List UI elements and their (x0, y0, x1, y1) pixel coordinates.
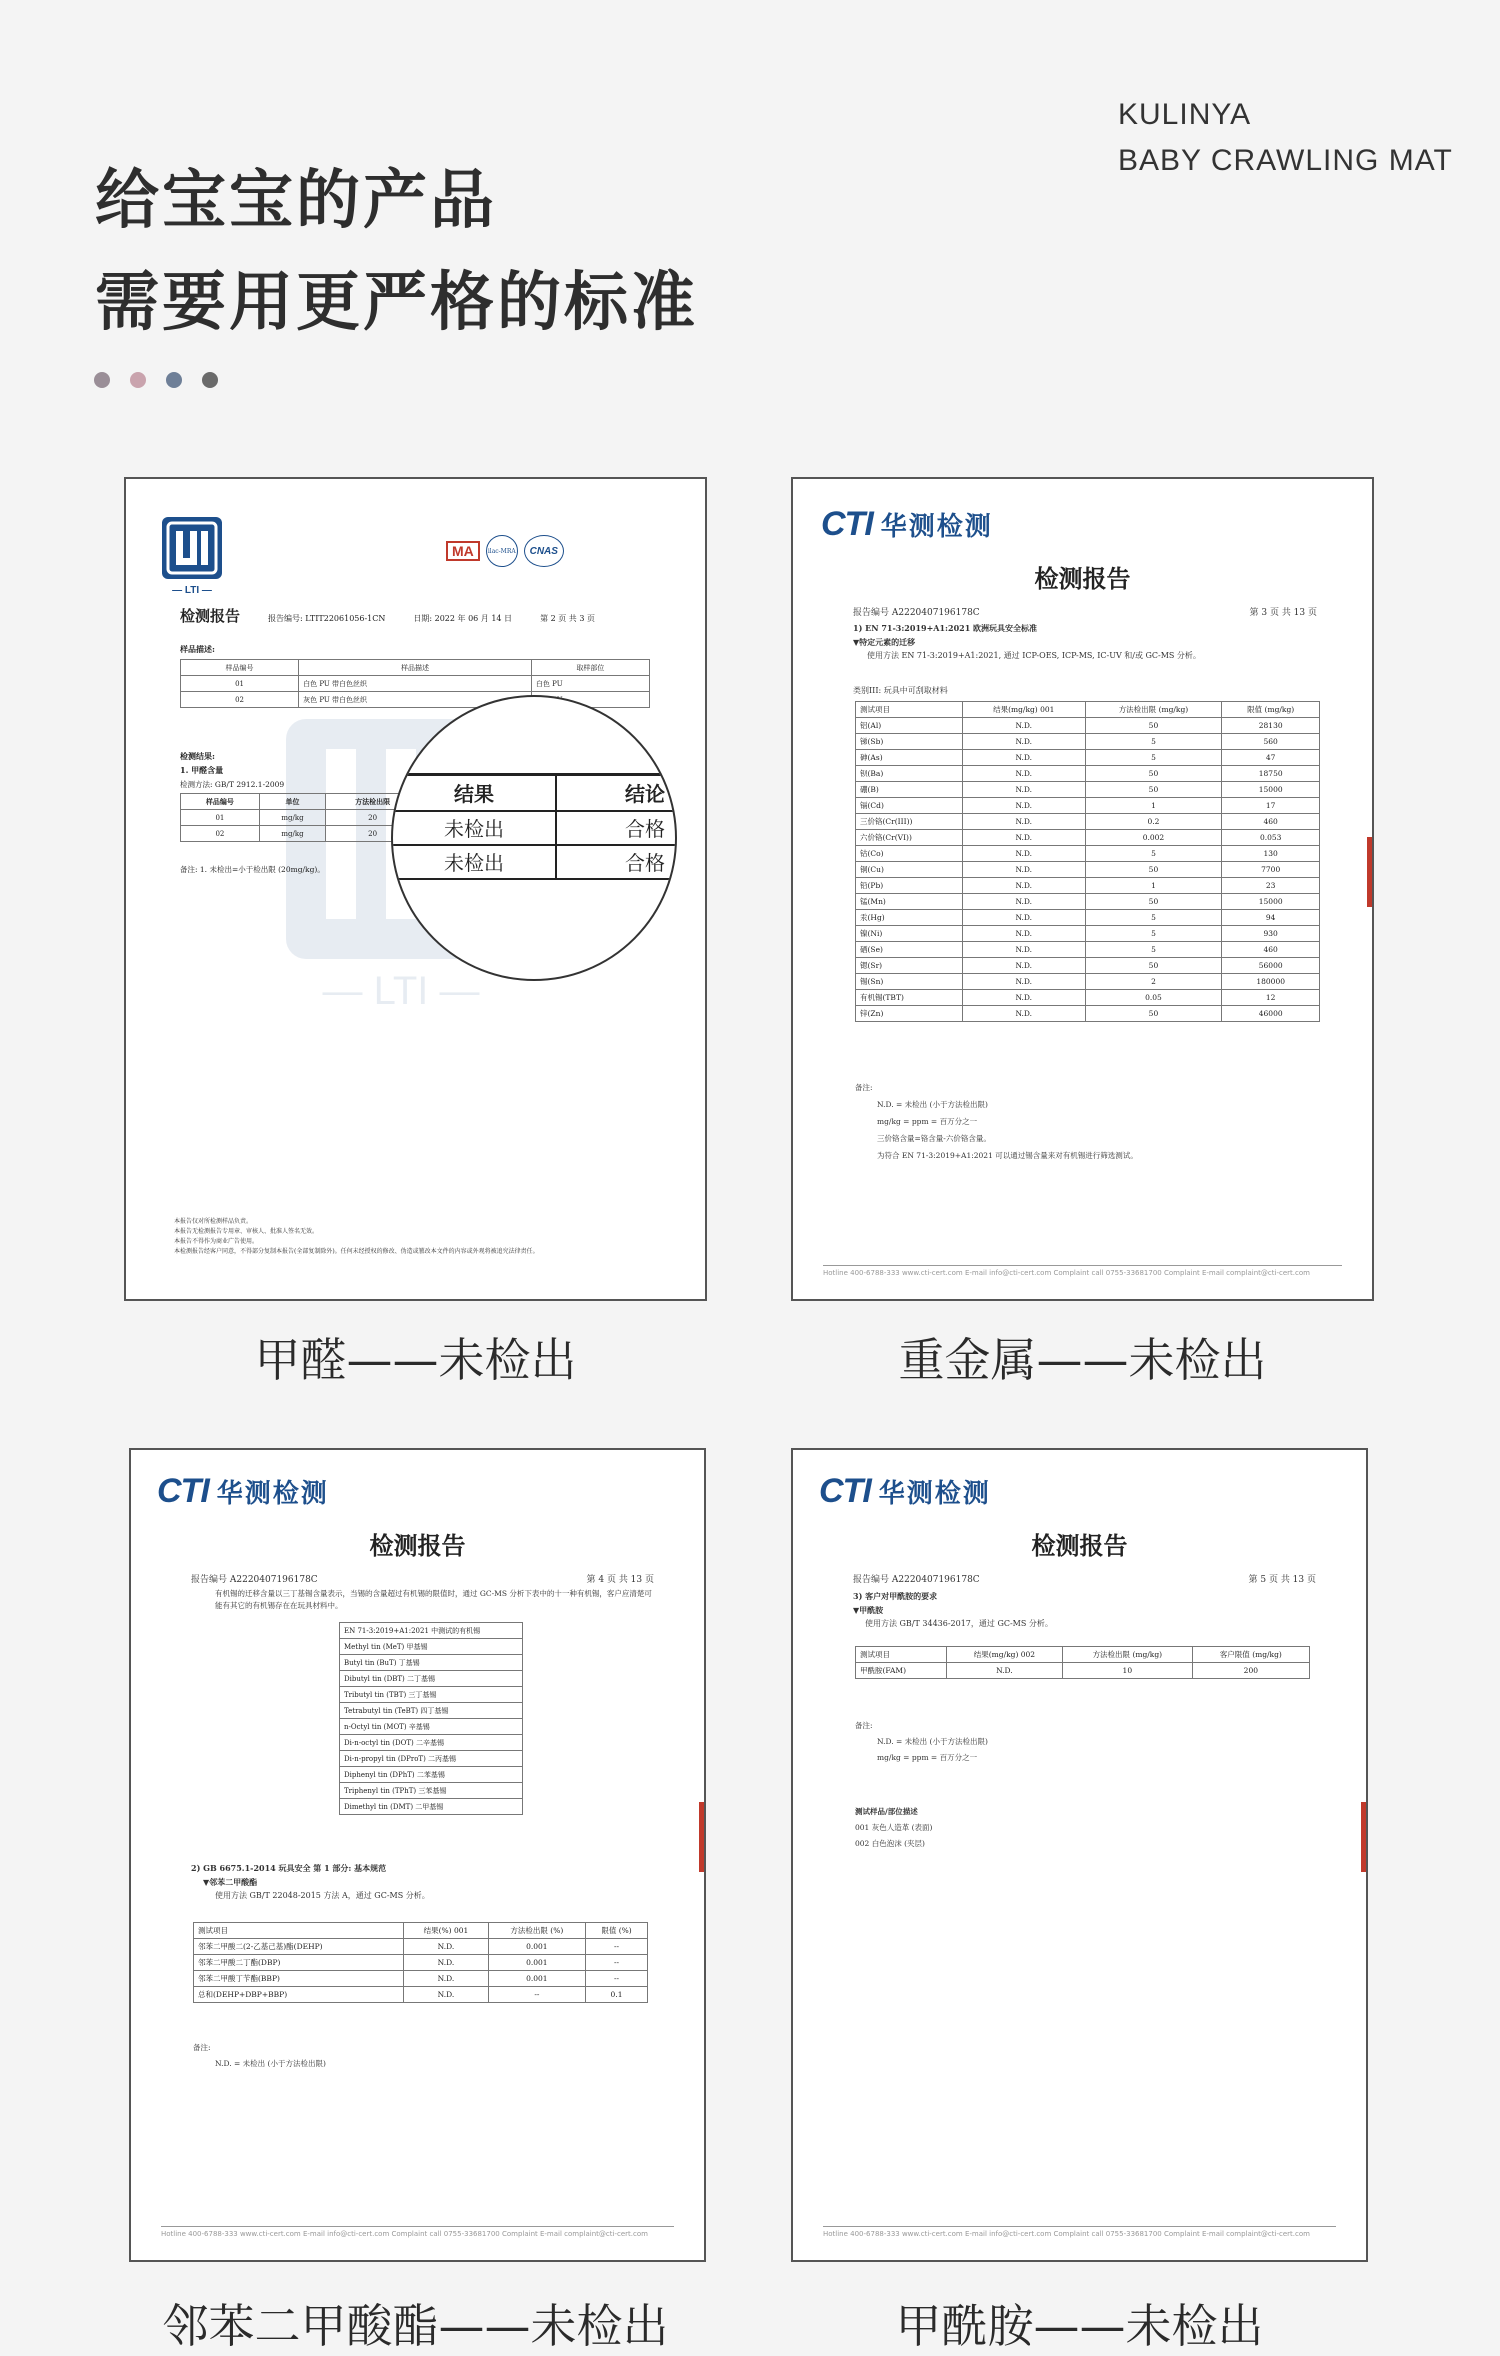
report-meta (853, 1572, 1316, 1585)
heading-line-2: 需要用更严格的标准 (95, 266, 698, 340)
decorative-dots (94, 372, 218, 388)
table-cell: 邻苯二甲酸二丁酯(DBP) (194, 1955, 404, 1971)
sample-block (855, 1804, 932, 1852)
table-cell: 有机锡(TBT) (856, 990, 963, 1006)
table-row (340, 1687, 523, 1703)
table-cell: 94 (1222, 910, 1320, 926)
table-cell: -- (586, 1939, 648, 1955)
table-row (194, 1987, 648, 2003)
caption-formaldehyde: 甲醛——未检出 (254, 1333, 577, 1387)
table-cell: N.D. (963, 1006, 1086, 1022)
subsection-heading: ▼特定元素的迁移 (853, 637, 916, 647)
formamide-table (855, 1646, 1310, 1679)
table-row (856, 766, 1320, 782)
table-cell: Tributyl tin (TBT) 三丁基锡 (340, 1687, 523, 1703)
svg-text:— LTI —: — LTI — (322, 969, 480, 1009)
footnote: 本报告不得作为商业广告使用。 (174, 1238, 259, 1245)
table-cell: N.D. (946, 1663, 1062, 1679)
heavy-metal-table (855, 701, 1320, 1022)
report-card-formaldehyde (124, 477, 707, 1301)
notes-heading: 备注: (855, 1721, 873, 1730)
dot-3 (166, 372, 182, 388)
table-row (856, 750, 1320, 766)
table-cell: Diphenyl tin (DPhT) 二苯基锡 (340, 1767, 523, 1783)
table-cell: 5 (1085, 750, 1222, 766)
table-cell: 01 (181, 676, 299, 692)
table-cell: 0.002 (1085, 830, 1222, 846)
col-header: 样品编号 (181, 660, 299, 676)
table-cell: 邻苯二甲酸丁苄酯(BBP) (194, 1971, 404, 1987)
table-row (856, 990, 1320, 1006)
table-cell: 200 (1192, 1663, 1309, 1679)
footnote: 本报告仅对所检测样品负责。 (174, 1218, 253, 1225)
report-number: 报告编号 A2220407196178C (853, 608, 980, 618)
table-cell: 2 (1085, 974, 1222, 990)
table-row (856, 894, 1320, 910)
red-edge-mark (1361, 1802, 1366, 1872)
table-row (340, 1735, 523, 1751)
zoom-cell: 未检出 (393, 811, 556, 845)
section-heading: 3) 客户对甲酰胺的要求 (853, 1591, 938, 1601)
report-title: 检测报告 (1031, 1531, 1128, 1560)
table-cell: -- (488, 1987, 585, 2003)
table-cell: 邻苯二甲酸二(2-乙基己基)酯(DEHP) (194, 1939, 404, 1955)
lti-footnotes (174, 1217, 665, 1257)
table-cell: 钴(Co) (856, 846, 963, 862)
report-card-phthalates (129, 1448, 706, 2262)
table-cell: N.D. (963, 750, 1086, 766)
table-row (856, 814, 1320, 830)
report-meta (853, 605, 1317, 618)
table-row (340, 1655, 523, 1671)
col-header: 测试项目 (856, 702, 963, 718)
table-cell: 总和(DEHP+DBP+BBP) (194, 1987, 404, 2003)
table-row (340, 1751, 523, 1767)
note-item: mg/kg = ppm = 百万分之一 (877, 1753, 978, 1762)
col-header: EN 71-3:2019+A1:2021 中测试的有机锡 (340, 1623, 523, 1639)
table-cell: 白色 PU (531, 676, 649, 692)
table-cell: N.D. (404, 1987, 488, 2003)
col-header: 结果(mg/kg) 002 (946, 1647, 1062, 1663)
table-cell: 12 (1222, 990, 1320, 1006)
table-cell: N.D. (963, 846, 1086, 862)
notes-block (855, 1079, 1138, 1164)
table-cell: 0.001 (488, 1971, 585, 1987)
table-row (194, 1955, 648, 1971)
caption-formamide: 甲酰胺——未检出 (895, 2299, 1264, 2353)
notes-block (855, 1718, 988, 1766)
table-cell: 50 (1085, 1006, 1222, 1022)
table-cell: 锶(Sr) (856, 958, 963, 974)
table-row (340, 1639, 523, 1655)
report-card-heavy-metals (791, 477, 1374, 1301)
col-header: 测试项目 (856, 1647, 947, 1663)
zoom-cell: 合格 (625, 817, 665, 841)
caption-heavy-metals: 重金属——未检出 (898, 1333, 1267, 1387)
accreditation-badges (446, 535, 564, 567)
caption-phthalates: 邻苯二甲酸酯——未检出 (162, 2299, 669, 2353)
report-number: 报告编号 A2220407196178C (191, 1575, 318, 1585)
report-card-formamide (791, 1448, 1368, 2262)
red-edge-mark (1367, 837, 1372, 907)
table-cell: -- (586, 1971, 648, 1987)
table-cell: 0.001 (488, 1939, 585, 1955)
table-cell: 汞(Hg) (856, 910, 963, 926)
table-cell: 02 (181, 692, 299, 708)
table-cell: 50 (1085, 766, 1222, 782)
table-cell: 甲酰胺(FAM) (856, 1663, 947, 1679)
table-cell: 7700 (1222, 862, 1320, 878)
report-page: 第 2 页 共 3 页 (540, 614, 595, 623)
table-row (340, 1783, 523, 1799)
table-cell: 01 (181, 810, 260, 826)
table-cell: 47 (1222, 750, 1320, 766)
table-cell: N.D. (404, 1939, 488, 1955)
table-row (856, 830, 1320, 846)
report-date: 日期: 2022 年 06 月 14 日 (413, 614, 513, 623)
table-cell: 铝(Al) (856, 718, 963, 734)
cti-logo (819, 1472, 991, 1511)
table-cell: 锡(Sn) (856, 974, 963, 990)
table-row (856, 1663, 1310, 1679)
note-item: 为符合 EN 71-3:2019+A1:2021 可以通过锡含量来对有机锡进行筛选测试。 (877, 1151, 1138, 1160)
table-cell: 1 (1085, 798, 1222, 814)
red-edge-mark (699, 1802, 704, 1872)
table-row (340, 1799, 523, 1815)
zoom-magnifier (391, 695, 677, 981)
method-text: 使用方法 EN 71-3:2019+A1:2021, 通过 ICP-OES, ICP-MS, IC-UV 和/或 GC-MS 分析。 (867, 651, 1201, 660)
table-cell: 50 (1085, 718, 1222, 734)
page-heading (95, 150, 698, 354)
zoom-table (393, 773, 677, 880)
report-meta (191, 1572, 654, 1585)
table-cell: Methyl tin (MeT) 甲基锡 (340, 1639, 523, 1655)
table-cell: Triphenyl tin (TPhT) 三苯基锡 (340, 1783, 523, 1799)
table-cell: 镉(Cd) (856, 798, 963, 814)
zoom-header-conclusion: 结论 (625, 782, 665, 807)
col-header: 单位 (259, 794, 325, 810)
table-cell: Di-n-octyl tin (DOT) 二辛基锡 (340, 1735, 523, 1751)
remark: 备注: 1. 未检出=小于检出限 (20mg/kg)。 (180, 865, 325, 874)
table-row (856, 958, 1320, 974)
lti-logo-text: — LTI — (172, 585, 212, 596)
col-header: 限值 (%) (586, 1923, 648, 1939)
table-cell: N.D. (963, 926, 1086, 942)
cma-badge: MA (446, 541, 480, 561)
brand-block (1118, 92, 1453, 184)
col-header: 样品编号 (181, 794, 260, 810)
table-row (194, 1939, 648, 1955)
table-cell: 锰(Mn) (856, 894, 963, 910)
footnote: 本报告无检测报告专用章、审核人、批准人签名无效。 (174, 1228, 319, 1235)
zoom-cell: 合格 (625, 851, 665, 875)
col-header: 样品描述 (299, 660, 532, 676)
zoom-header-result: 结果 (393, 775, 556, 811)
table-cell: 5 (1085, 942, 1222, 958)
note-item: N.D. = 未检出 (小于方法检出限) (877, 1737, 988, 1746)
table-cell: 0.2 (1085, 814, 1222, 830)
report-number: 报告编号: LTIT22061056-1CN (268, 614, 386, 623)
report-footer: Hotline 400-6788-333 www.cti-cert.com E-mail info@cti-cert.com Complaint call 0755-33681700 Complaint E-mail complaint@cti-cert.com (823, 1265, 1342, 1277)
report-footer: Hotline 400-6788-333 www.cti-cert.com E-mail info@cti-cert.com Complaint call 0755-33681700 Complaint E-mail complaint@cti-cert.com (823, 2226, 1336, 2238)
table-cell: 50 (1085, 782, 1222, 798)
table-cell: 0.001 (488, 1955, 585, 1971)
table-cell: 砷(As) (856, 750, 963, 766)
ilac-badge: ilac-MRA (486, 535, 518, 567)
dot-4 (202, 372, 218, 388)
report-title: 检测报告 (369, 1531, 466, 1560)
test-method: 检测方法: GB/T 2912.1-2009 (180, 780, 285, 789)
table-cell: 白色 PU 带白色丝织 (299, 676, 532, 692)
table-cell: N.D. (963, 974, 1086, 990)
footnote: 本检测报告经客户同意，不得部分复制本报告(全部复制除外)。任何未经授权的修改、伪造或篡改本文件的内容或外观将被追究法律责任。 (174, 1248, 539, 1255)
sample-item: 001 灰色人造革 (表面) (855, 1823, 933, 1832)
category-text: 类别III: 玩具中可刮取材料 (853, 686, 948, 695)
col-header: 结果(mg/kg) 001 (963, 702, 1086, 718)
lti-logo-icon (160, 515, 224, 581)
dot-1 (94, 372, 110, 388)
table-cell: Dimethyl tin (DMT) 二甲基锡 (340, 1799, 523, 1815)
method-text: 使用方法 GB/T 34436-2017，通过 GC-MS 分析。 (865, 1619, 1053, 1628)
table-cell: 5 (1085, 926, 1222, 942)
col-header: 测试项目 (194, 1923, 404, 1939)
table-row (856, 798, 1320, 814)
table-cell: 17 (1222, 798, 1320, 814)
table-cell: N.D. (963, 862, 1086, 878)
table-cell: 130 (1222, 846, 1320, 862)
table-row (856, 974, 1320, 990)
table-cell: 15000 (1222, 782, 1320, 798)
brand-product: BABY CRAWLING MAT (1118, 144, 1453, 177)
report-page: 第 4 页 共 13 页 (586, 1575, 654, 1585)
table-cell: n-Octyl tin (MOT) 辛基锡 (340, 1719, 523, 1735)
table-row (340, 1703, 523, 1719)
table-cell: N.D. (963, 942, 1086, 958)
table-cell: 50 (1085, 862, 1222, 878)
table-row (856, 878, 1320, 894)
report-title: 检测报告 (180, 607, 241, 625)
organotin-table (339, 1622, 523, 1815)
table-cell: N.D. (963, 910, 1086, 926)
table-cell: N.D. (963, 734, 1086, 750)
table-cell: 56000 (1222, 958, 1320, 974)
phthalate-table (193, 1922, 648, 2003)
sample-heading: 测试样品/部位描述 (855, 1807, 918, 1816)
notes-block (193, 2040, 326, 2072)
section-heading: 1) EN 71-3:2019+A1:2021 欧洲玩具安全标准 (853, 623, 1038, 633)
brand-name: KULINYA (1118, 98, 1252, 131)
table-cell: 15000 (1222, 894, 1320, 910)
table-cell: 28130 (1222, 718, 1320, 734)
cti-logo-name: 华测检测 (216, 1479, 329, 1509)
intro-text: 有机锡的迁移含量以三丁基锡含量表示，当锡的含量超过有机锡的限值时，通过 GC-MS 分析下表中的十一种有机锡，客户应清楚可能有其它的有机锡存在在玩具材料中。 (215, 1589, 652, 1610)
col-header: 取样部位 (531, 660, 649, 676)
sample-heading: 样品描述: (180, 644, 215, 654)
table-cell: 20 (326, 826, 420, 842)
zoom-cell: 未检出 (393, 845, 556, 879)
table-cell: 镍(Ni) (856, 926, 963, 942)
table-cell: 钡(Ba) (856, 766, 963, 782)
table-cell: 18750 (1222, 766, 1320, 782)
table-cell: N.D. (404, 1955, 488, 1971)
table-cell: 0.1 (586, 1987, 648, 2003)
table-cell: 460 (1222, 814, 1320, 830)
phthalate-rows (194, 1939, 648, 2003)
col-header: 方法检出限 (326, 794, 420, 810)
table-cell: 5 (1085, 910, 1222, 926)
table-cell: Butyl tin (BuT) 丁基锡 (340, 1655, 523, 1671)
report-number: 报告编号 A2220407196178C (853, 1575, 980, 1585)
formamide-rows (856, 1663, 1310, 1679)
notes-heading: 备注: (193, 2043, 211, 2052)
table-cell: 460 (1222, 942, 1320, 958)
table-cell: 灰色 PU 带白色丝织 (299, 692, 532, 708)
table-cell: mg/kg (259, 826, 325, 842)
table-cell: 20 (326, 810, 420, 826)
col-header: 限值 (mg/kg) (1222, 702, 1320, 718)
report-title: 检测报告 (1034, 564, 1131, 593)
table-cell: N.D. (963, 894, 1086, 910)
table-cell: 三价铬(Cr(III)) (856, 814, 963, 830)
table-cell: 560 (1222, 734, 1320, 750)
table-row (856, 782, 1320, 798)
col-header: 方法检出限 (%) (488, 1923, 585, 1939)
table-cell: N.D. (404, 1971, 488, 1987)
note-item: N.D. = 未检出 (小于方法检出限) (877, 1100, 988, 1109)
table-cell: N.D. (963, 830, 1086, 846)
test-item: 1. 甲醛含量 (180, 765, 224, 775)
table-cell: N.D. (963, 990, 1086, 1006)
report-footer: Hotline 400-6788-333 www.cti-cert.com E-mail info@cti-cert.com Complaint call 0755-33681700 Complaint E-mail complaint@cti-cert.com (161, 2226, 674, 2238)
table-cell: 0.05 (1085, 990, 1222, 1006)
section-heading: 2) GB 6675.1-2014 玩具安全 第 1 部分: 基本规范 (191, 1863, 387, 1873)
sample-item: 002 白色泡沫 (夹层) (855, 1839, 925, 1848)
table-cell: Di-n-propyl tin (DProT) 二丙基锡 (340, 1751, 523, 1767)
result-table (180, 793, 420, 842)
table-cell: 5 (1085, 734, 1222, 750)
col-header: 方法检出限 (mg/kg) (1062, 1647, 1192, 1663)
table-row (856, 926, 1320, 942)
table-cell: N.D. (963, 814, 1086, 830)
lti-logo (160, 515, 224, 595)
cnas-badge: CNAS (524, 535, 564, 567)
table-cell: 硼(B) (856, 782, 963, 798)
table-row (194, 1971, 648, 1987)
table-cell: 1 (1085, 878, 1222, 894)
cti-logo-mark: CTI (157, 1472, 209, 1510)
table-cell: 180000 (1222, 974, 1320, 990)
note-item: N.D. = 未检出 (小于方法检出限) (215, 2059, 326, 2068)
table-cell: N.D. (963, 718, 1086, 734)
col-header: 客户限值 (mg/kg) (1192, 1647, 1309, 1663)
heading-line-1: 给宝宝的产品 (95, 164, 497, 238)
dot-2 (130, 372, 146, 388)
heavy-metal-rows (856, 718, 1320, 1022)
table-cell: N.D. (963, 798, 1086, 814)
table-row (856, 910, 1320, 926)
table-cell: 铅(Pb) (856, 878, 963, 894)
report-page: 第 3 页 共 13 页 (1249, 608, 1317, 618)
col-header: 方法检出限 (mg/kg) (1085, 702, 1222, 718)
table-row (856, 1006, 1320, 1022)
table-cell: Dibutyl tin (DBT) 二丁基锡 (340, 1671, 523, 1687)
cti-logo (821, 505, 993, 544)
table-cell: 六价铬(Cr(VI)) (856, 830, 963, 846)
table-row (340, 1719, 523, 1735)
table-row (340, 1767, 523, 1783)
table-cell: 锑(Sb) (856, 734, 963, 750)
table-cell: N.D. (963, 878, 1086, 894)
table-cell: 02 (181, 826, 260, 842)
table-row (856, 862, 1320, 878)
subsection-heading: ▼甲酰胺 (853, 1605, 884, 1615)
table-row (856, 942, 1320, 958)
table-cell: 50 (1085, 894, 1222, 910)
table-cell: Tetrabutyl tin (TeBT) 四丁基锡 (340, 1703, 523, 1719)
table-cell: 10 (1062, 1663, 1192, 1679)
table-row (856, 846, 1320, 862)
lti-title-row (180, 605, 655, 626)
subsection-heading: ▼邻苯二甲酸酯 (203, 1877, 258, 1887)
sample-table (180, 659, 650, 708)
table-cell: N.D. (963, 766, 1086, 782)
cti-logo-name: 华测检测 (880, 512, 993, 542)
notes-heading: 备注: (855, 1083, 873, 1092)
result-heading: 检测结果: (180, 751, 215, 761)
table-cell: 铜(Cu) (856, 862, 963, 878)
table-cell: N.D. (963, 782, 1086, 798)
report-page: 第 5 页 共 13 页 (1248, 1575, 1316, 1585)
table-cell: mg/kg (259, 810, 325, 826)
table-cell: 50 (1085, 958, 1222, 974)
cti-logo (157, 1472, 329, 1511)
table-cell: 0.053 (1222, 830, 1320, 846)
organotin-rows (340, 1639, 523, 1815)
table-cell: 硒(Se) (856, 942, 963, 958)
table-cell: N.D. (963, 958, 1086, 974)
note-item: 三价铬含量=铬含量-六价铬含量。 (877, 1134, 991, 1143)
table-cell: -- (586, 1955, 648, 1971)
col-header: 结果(%) 001 (404, 1923, 488, 1939)
table-row (856, 718, 1320, 734)
table-row (856, 734, 1320, 750)
cti-logo-name: 华测检测 (878, 1479, 991, 1509)
table-row (340, 1671, 523, 1687)
table-cell: 23 (1222, 878, 1320, 894)
table-cell: 5 (1085, 846, 1222, 862)
cti-logo-mark: CTI (819, 1472, 871, 1510)
table-cell: 锌(Zn) (856, 1006, 963, 1022)
table-cell: 930 (1222, 926, 1320, 942)
note-item: mg/kg = ppm = 百万分之一 (877, 1117, 978, 1126)
table-cell: 46000 (1222, 1006, 1320, 1022)
cti-logo-mark: CTI (821, 505, 873, 543)
method-text: 使用方法 GB/T 22048-2015 方法 A，通过 GC-MS 分析。 (215, 1891, 430, 1900)
